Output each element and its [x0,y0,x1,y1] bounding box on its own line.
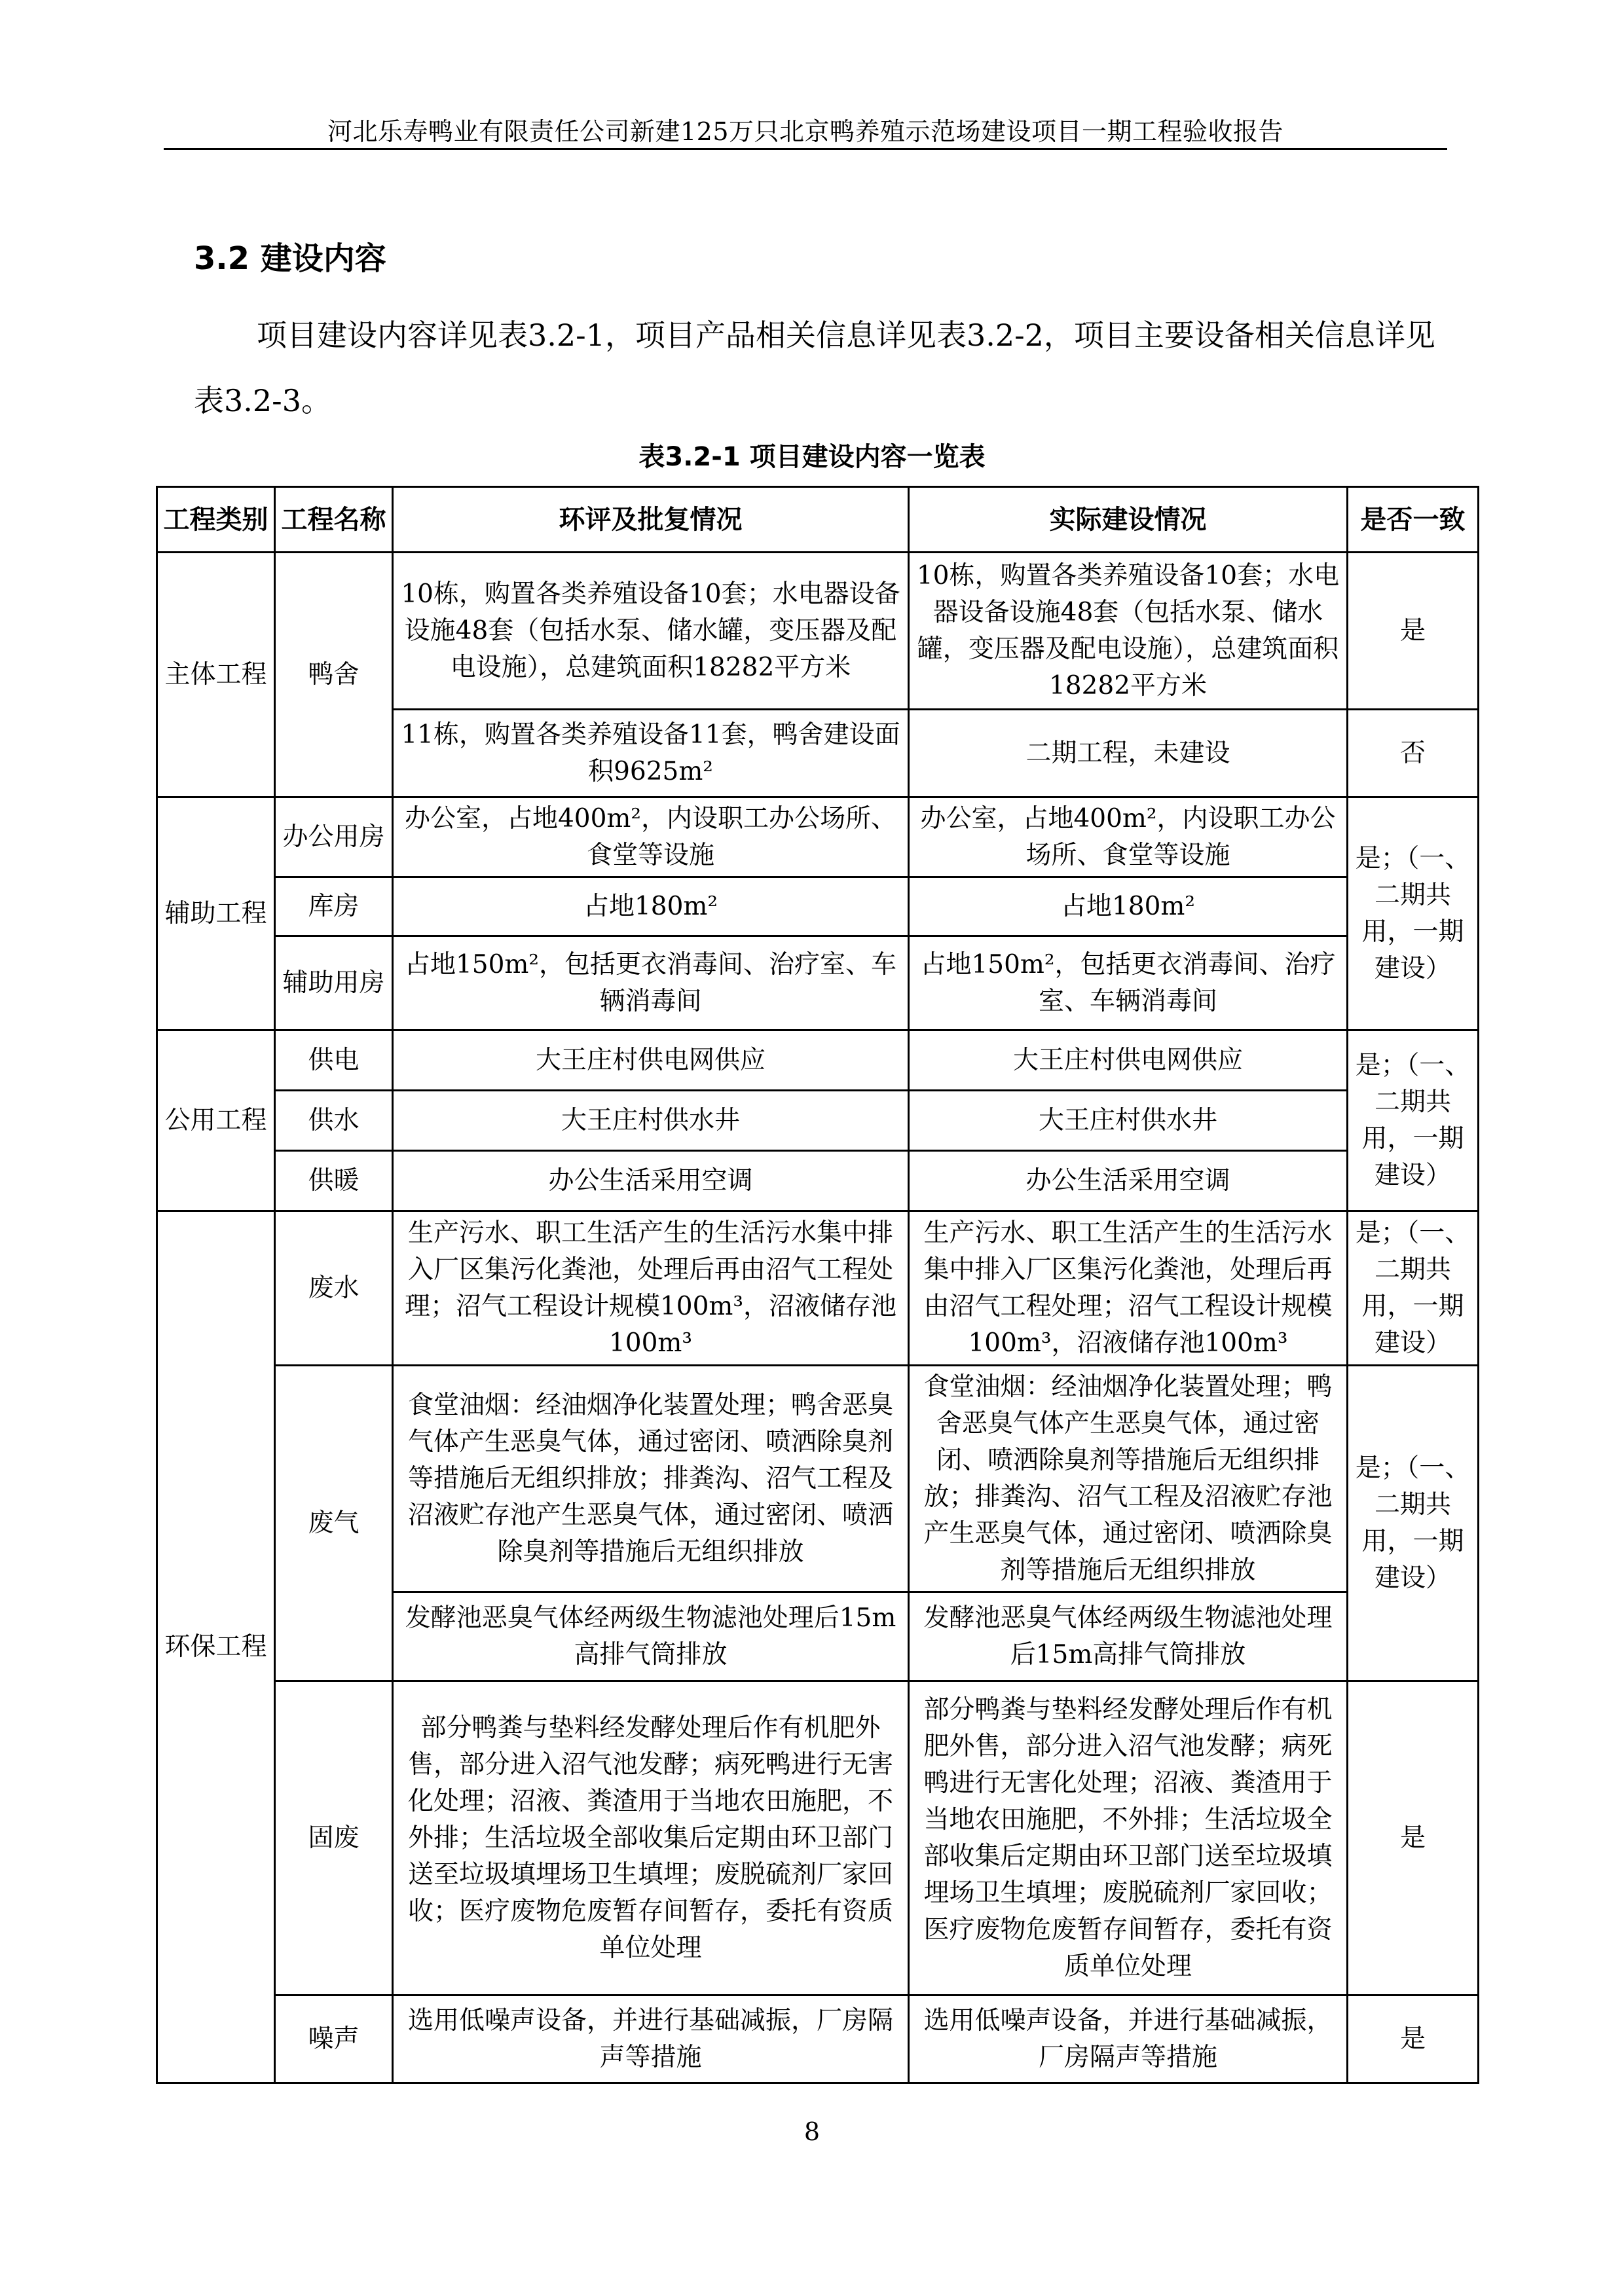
consistent-cell: 是；（一、二期共用，一期建设） [1348,1366,1479,1681]
consistent-cell: 是；（一、二期共用，一期建设） [1348,797,1479,1030]
table-row [157,1366,1479,1592]
category-cell: 环保工程 [157,1211,275,2083]
table-row [157,1030,1479,1091]
item-name-cell: 供电 [275,1030,393,1091]
header-actual: 实际建设情况 [909,487,1348,553]
actual-cell: 办公室，占地400m²，内设职工办公场所、食堂等设施 [909,797,1348,877]
table-row [157,1091,1479,1151]
eia-cell: 占地150m²，包括更衣消毒间、治疗室、车辆消毒间 [393,936,909,1030]
table-row [157,1151,1479,1211]
eia-cell: 部分鸭粪与垫料经发酵处理后作有机肥外售，部分进入沼气池发酵；病死鸭进行无害化处理；沼液、粪渣用于当地农田施肥，不外排；生活垃圾全部收集后定期由环卫部门送至垃圾填埋场卫生填埋；废脱硫剂厂家回收；医疗废物危废暂存间暂存，委托有资质单位处理 [393,1681,909,1995]
header-eia: 环评及批复情况 [393,487,909,553]
actual-cell: 占地150m²，包括更衣消毒间、治疗室、车辆消毒间 [909,936,1348,1030]
running-header: 河北乐寿鸭业有限责任公司新建125万只北京鸭养殖示范场建设项目一期工程验收报告 [327,117,1284,146]
section-heading: 3.2 建设内容 [194,240,386,277]
consistent-cell: 是 [1348,1995,1479,2083]
table-row [157,877,1479,936]
actual-cell: 办公生活采用空调 [909,1151,1348,1211]
table-header-row [157,487,1479,553]
category-cell: 辅助工程 [157,797,275,1030]
eia-cell: 11栋，购置各类养殖设备11套，鸭舍建设面积9625m² [393,710,909,797]
item-name-cell: 鸭舍 [275,553,393,797]
item-name-cell: 噪声 [275,1995,393,2083]
eia-cell: 办公室，占地400m²，内设职工办公场所、食堂等设施 [393,797,909,877]
eia-cell: 10栋，购置各类养殖设备10套；水电器设备设施48套（包括水泵、储水罐，变压器及配电设施），总建筑面积18282平方米 [393,553,909,710]
consistent-cell: 是；（一、二期共用，一期建设） [1348,1211,1479,1366]
category-cell: 主体工程 [157,553,275,797]
table-row [157,936,1479,1030]
eia-cell: 大王庄村供电网供应 [393,1030,909,1091]
table-row [157,797,1479,877]
actual-cell: 食堂油烟：经油烟净化装置处理；鸭舍恶臭气体产生恶臭气体，通过密闭、喷洒除臭剂等措施后无组织排放；排粪沟、沼气工程及沼液贮存池产生恶臭气体，通过密闭、喷洒除臭剂等措施后无组织排放 [909,1366,1348,1592]
actual-cell: 10栋，购置各类养殖设备10套；水电器设备设施48套（包括水泵、储水罐，变压器及配电设施），总建筑面积18282平方米 [909,553,1348,710]
consistent-cell: 是；（一、二期共用，一期建设） [1348,1030,1479,1211]
item-name-cell: 废水 [275,1211,393,1366]
eia-cell: 大王庄村供水井 [393,1091,909,1151]
eia-cell: 占地180m² [393,877,909,936]
page-number: 8 [803,2117,821,2146]
item-name-cell: 废气 [275,1366,393,1681]
eia-cell: 发酵池恶臭气体经两级生物滤池处理后15m高排气筒排放 [393,1592,909,1681]
eia-cell: 生产污水、职工生活产生的生活污水集中排入厂区集污化粪池，处理后再由沼气工程处理；沼气工程设计规模100m³，沼液储存池100m³ [393,1211,909,1366]
table-row [157,553,1479,710]
header-category: 工程类别 [157,487,275,553]
eia-cell: 办公生活采用空调 [393,1151,909,1211]
actual-cell: 选用低噪声设备，并进行基础减振，厂房隔声等措施 [909,1995,1348,2083]
header-rule [164,148,1447,150]
table-caption: 表3.2-1 项目建设内容一览表 [638,442,986,472]
item-name-cell: 库房 [275,877,393,936]
intro-paragraph: 项目建设内容详见表3.2-1，项目产品相关信息详见表3.2-2，项目主要设备相关信息详见表3.2-3。 [194,318,1435,418]
table-row [157,1211,1479,1366]
eia-cell: 食堂油烟：经油烟净化装置处理；鸭舍恶臭气体产生恶臭气体，通过密闭、喷洒除臭剂等措施后无组织排放；排粪沟、沼气工程及沼液贮存池产生恶臭气体，通过密闭、喷洒除臭剂等措施后无组织排放 [393,1366,909,1592]
actual-cell: 大王庄村供水井 [909,1091,1348,1151]
actual-cell: 大王庄村供电网供应 [909,1030,1348,1091]
consistent-cell: 是 [1348,1681,1479,1995]
item-name-cell: 供水 [275,1091,393,1151]
header-name: 工程名称 [275,487,393,553]
item-name-cell: 辅助用房 [275,936,393,1030]
consistent-cell: 否 [1348,710,1479,797]
actual-cell: 生产污水、职工生活产生的生活污水集中排入厂区集污化粪池，处理后再由沼气工程处理；沼气工程设计规模100m³，沼液储存池100m³ [909,1211,1348,1366]
item-name-cell: 固废 [275,1681,393,1995]
actual-cell: 部分鸭粪与垫料经发酵处理后作有机肥外售，部分进入沼气池发酵；病死鸭进行无害化处理；沼液、粪渣用于当地农田施肥，不外排；生活垃圾全部收集后定期由环卫部门送至垃圾填埋场卫生填埋；废脱硫剂厂家回收；医疗废物危废暂存间暂存，委托有资质单位处理 [909,1681,1348,1995]
actual-cell: 占地180m² [909,877,1348,936]
eia-cell: 选用低噪声设备，并进行基础减振，厂房隔声等措施 [393,1995,909,2083]
item-name-cell: 供暖 [275,1151,393,1211]
item-name-cell: 办公用房 [275,797,393,877]
consistent-cell: 是 [1348,553,1479,710]
table-row [157,1681,1479,1995]
actual-cell: 二期工程，未建设 [909,710,1348,797]
header-consistent: 是否一致 [1348,487,1479,553]
table-row [157,1995,1479,2083]
actual-cell: 发酵池恶臭气体经两级生物滤池处理后15m高排气筒排放 [909,1592,1348,1681]
construction-content-table [156,486,1479,2084]
category-cell: 公用工程 [157,1030,275,1211]
